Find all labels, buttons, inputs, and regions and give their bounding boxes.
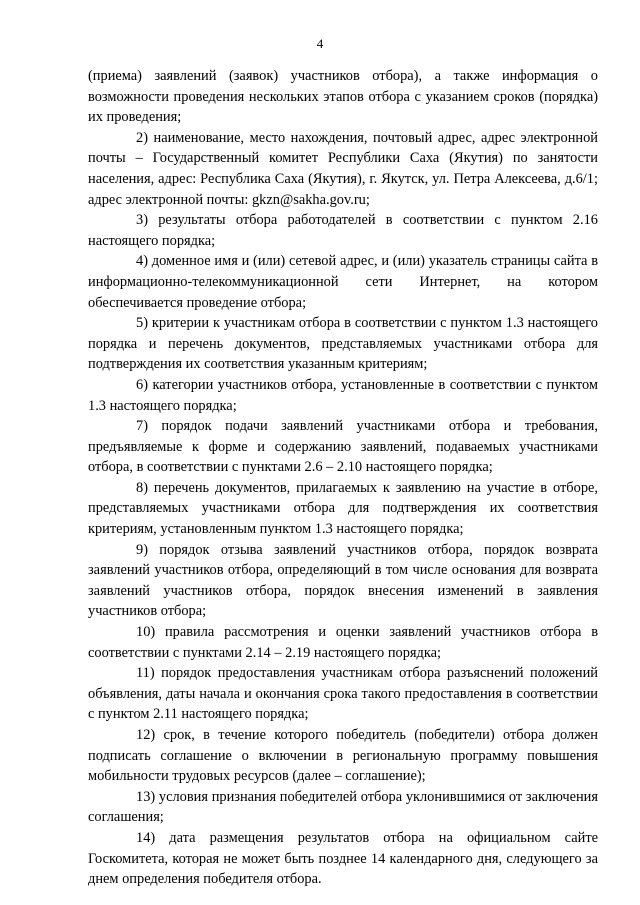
- paragraph-item-2: 2) наименование, место нахождения, почтовый адрес, адрес электронной почты – Государственный комитет Республики Саха (Якутия) по занятости населения, адрес: Республика Саха (Якутия), г. Якутск, ул. Петра Алексеева, д.6/1; адрес электронной почты: gkzn@sakha.gov.ru;: [88, 129, 598, 208]
- paragraph-item-3: 3) результаты отбора работодателей в соответствии с пунктом 2.16 настоящего порядка;: [88, 212, 598, 249]
- paragraph-item-11: 11) порядок предоставления участникам отбора разъяснений положений объявления, даты начала и окончания срока такого предоставления в соответствии с пунктом 2.11 настоящего порядка;: [88, 665, 598, 723]
- paragraph-item-7: 7) порядок подачи заявлений участниками отбора и требования, предъявляемые к форме и содержанию заявлений, подаваемых участниками отбора, в соответствии с пунктами 2.6 – 2.10 настоящего порядка;: [88, 418, 598, 476]
- paragraph-item-14: 14) дата размещения результатов отбора на официальном сайте Госкомитета, которая не может быть позднее 14 календарного дня, следующего за днем определения победителя отбора.: [88, 829, 598, 888]
- paragraph-item-8: 8) перечень документов, прилагаемых к заявлению на участие в отборе, представляемых участниками отбора для подтверждения их соответствия критериям, установленным пунктом 1.3 настоящего порядка;: [88, 479, 598, 538]
- paragraph-item-6: 6) категории участников отбора, установленные в соответствии с пунктом 1.3 настоящего порядка;: [88, 376, 598, 414]
- paragraph-item-10: 10) правила рассмотрения и оценки заявлений участников отбора в соответствии с пунктами 2.14 – 2.19 настоящего порядка;: [88, 624, 598, 661]
- paragraph-continuation: (приема) заявлений (заявок) участников отбора), а также информация о возможности проведения нескольких этапов отбора с указанием сроков (порядка) их проведения;: [88, 68, 598, 126]
- document-body: [88, 66, 598, 890]
- paragraph-item-5: 5) критерии к участникам отбора в соответствии с пунктом 1.3 настоящего порядка и перечень документов, представляемых участниками отбора для подтверждения их соответствия указанным критериям;: [88, 315, 598, 373]
- paragraph-item-12: 12) срок, в течение которого победитель (победители) отбора должен подписать соглашение о включении в региональную программу повышения мобильности трудовых ресурсов (далее – соглашение);: [88, 727, 598, 785]
- paragraph-item-13: 13) условия признания победителей отбора уклонившимися от заключения соглашения;: [88, 788, 598, 826]
- paragraph-item-9: 9) порядок отзыва заявлений участников отбора, порядок возврата заявлений участников отбора, определяющий в том числе основания для возврата заявлений участников отбора, порядок внесения изменений в заявления участников отбора;: [88, 541, 598, 620]
- paragraph-item-4: 4) доменное имя и (или) сетевой адрес, и (или) указатель страницы сайта в информационно-телекоммуникационной сети Интернет, на котором обеспечивается проведение отбора;: [88, 253, 598, 311]
- page-number: 4: [316, 36, 324, 51]
